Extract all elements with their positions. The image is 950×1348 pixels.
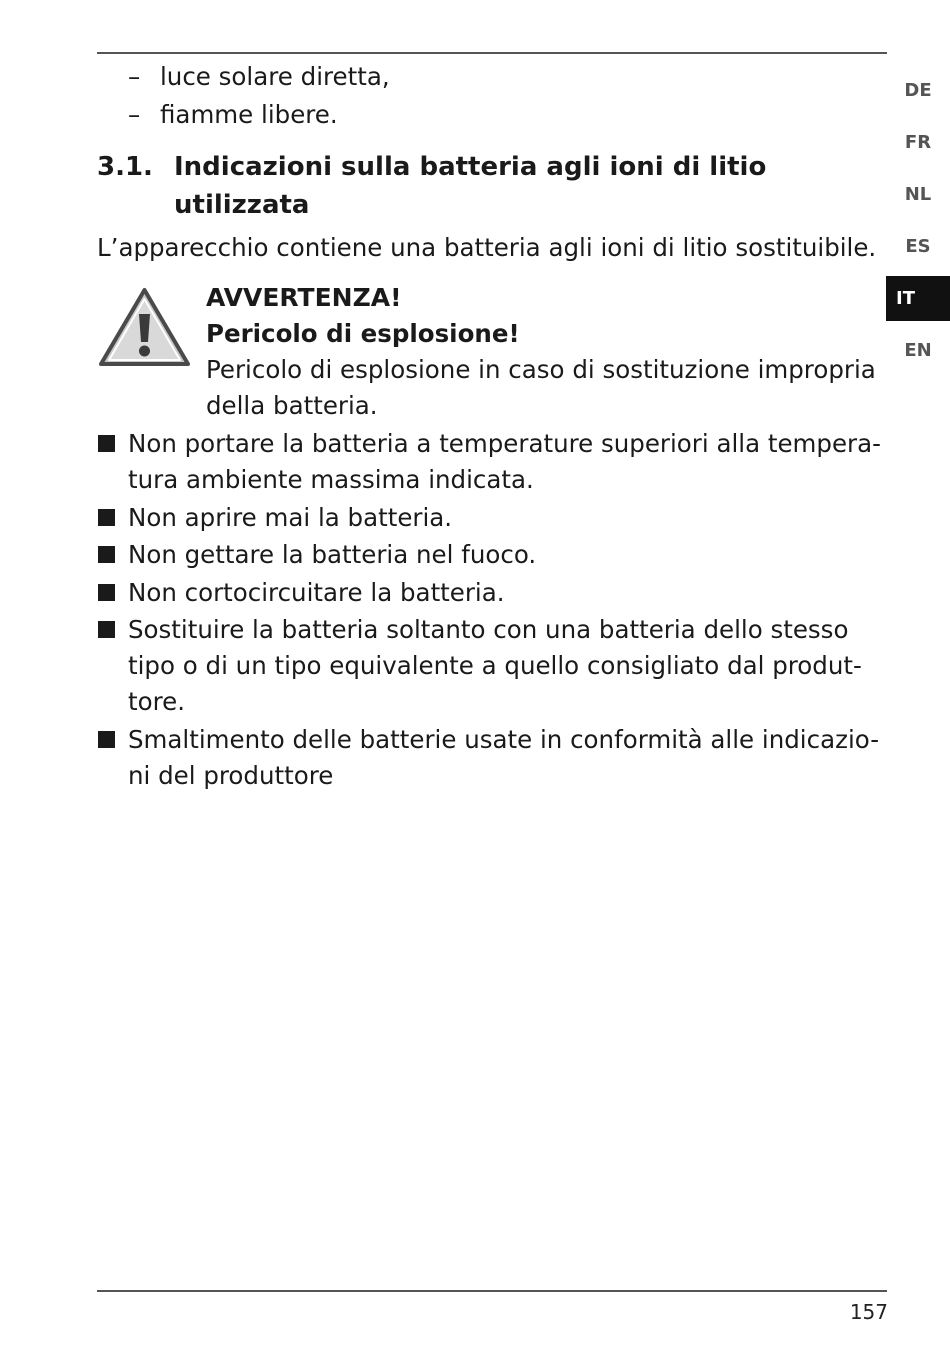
dash-mark: – bbox=[128, 62, 141, 91]
warning-block bbox=[206, 280, 886, 424]
dash-list-item bbox=[128, 100, 338, 130]
bottom-rule bbox=[97, 1290, 887, 1292]
intro-text: L’apparecchio contiene una batteria agli ioni di litio sostituibile. bbox=[97, 233, 877, 262]
page-number: 157 bbox=[849, 1300, 888, 1324]
list-item bbox=[97, 537, 887, 573]
bullet-list bbox=[97, 426, 887, 795]
dash-list-item bbox=[128, 62, 390, 92]
square-bullet-icon bbox=[98, 731, 115, 748]
square-bullet-icon bbox=[98, 621, 115, 638]
square-bullet-icon bbox=[98, 584, 115, 601]
square-bullet-icon bbox=[98, 435, 115, 452]
list-item bbox=[97, 612, 887, 720]
dash-mark: – bbox=[128, 100, 141, 129]
list-item bbox=[97, 575, 887, 611]
language-tab-de[interactable]: DE bbox=[904, 80, 932, 101]
warning-subtitle: Pericolo di esplosione! bbox=[206, 319, 520, 348]
square-bullet-icon bbox=[98, 546, 115, 563]
language-tabs bbox=[886, 68, 950, 380]
language-tab-fr[interactable]: FR bbox=[904, 132, 932, 153]
list-item bbox=[97, 426, 887, 498]
list-item-text: Non portare la batteria a temperature superiori alla tempera-tura ambiente massima indicata. bbox=[128, 429, 881, 494]
list-item bbox=[97, 500, 887, 536]
list-item-text: Smaltimento delle batterie usate in conformità alle indicazio-ni del produttore bbox=[128, 724, 880, 790]
list-item-text: Non gettare la batteria nel fuoco. bbox=[128, 540, 537, 569]
section-number: 3.1. bbox=[97, 152, 153, 182]
section-title: Indicazioni sulla batteria agli ioni di litio utilizzata bbox=[174, 152, 767, 220]
square-bullet-icon bbox=[98, 509, 115, 526]
dash-item-text: luce solare diretta, bbox=[160, 62, 390, 91]
list-item-text: Non aprire mai la batteria. bbox=[128, 502, 453, 532]
language-tab-es[interactable]: ES bbox=[905, 236, 931, 257]
language-tab-en[interactable]: EN bbox=[904, 340, 932, 361]
list-item-text: Sostituire la batteria soltanto con una batteria dello stesso tipo o di un tipo equivalente a quello consigliato dal produt-tore. bbox=[128, 615, 862, 716]
list-item bbox=[97, 722, 887, 794]
warning-triangle-icon bbox=[97, 286, 192, 368]
top-rule bbox=[97, 52, 887, 54]
language-tab-it[interactable]: IT bbox=[886, 276, 950, 321]
warning-title: AVVERTENZA! bbox=[206, 283, 402, 312]
list-item-text: Non cortocircuitare la batteria. bbox=[128, 577, 505, 607]
language-tab-nl[interactable]: NL bbox=[904, 184, 932, 205]
warning-text: Pericolo di esplosione in caso di sostituzione impropria della batteria. bbox=[206, 355, 876, 420]
dash-item-text: fiamme libere. bbox=[160, 100, 338, 129]
